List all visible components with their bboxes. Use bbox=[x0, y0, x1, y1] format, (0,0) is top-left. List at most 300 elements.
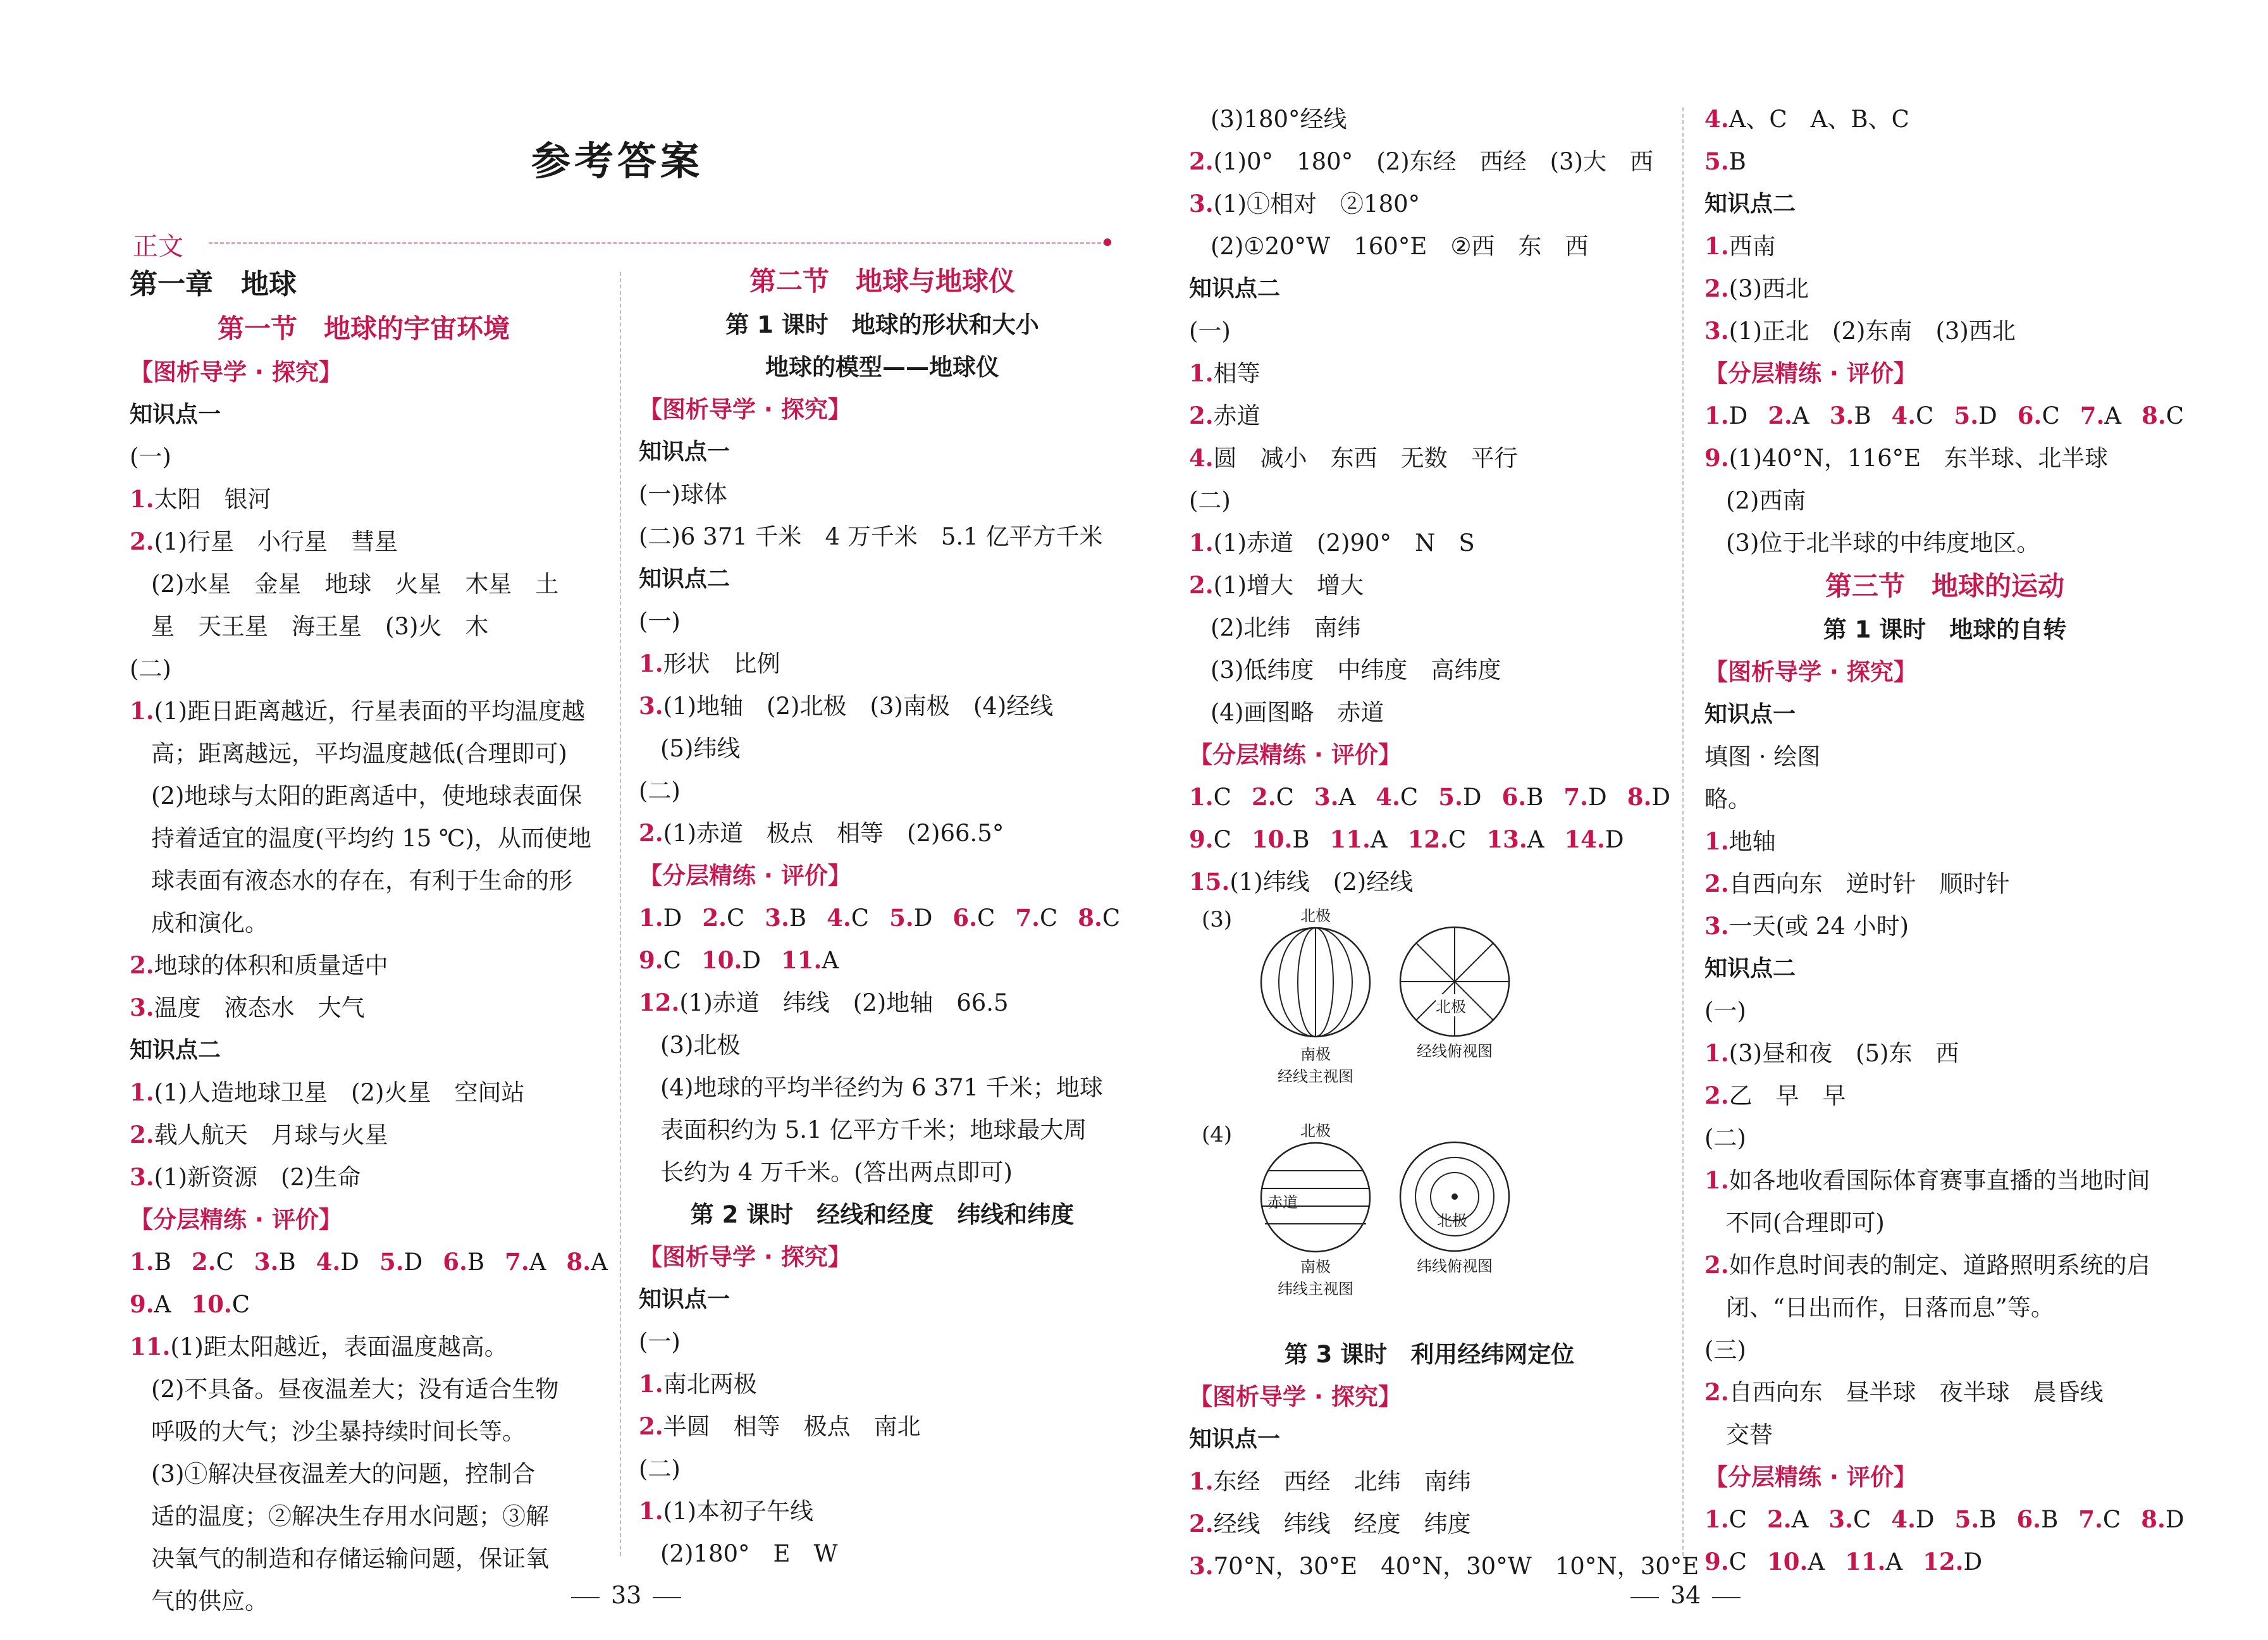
answer-text: (1)本初子午线 bbox=[663, 1498, 814, 1525]
answer-line bbox=[130, 1071, 598, 1114]
answer-text: (2)地球与太阳的距离适中，使地球表面保 bbox=[151, 782, 582, 810]
answer-letter: C bbox=[1039, 904, 1058, 932]
answer-letter: D bbox=[1651, 784, 1671, 811]
answer-letter: C bbox=[2042, 402, 2060, 429]
answer-line bbox=[130, 775, 598, 817]
answer-line bbox=[130, 860, 598, 902]
answer-letter: C bbox=[1400, 784, 1419, 811]
answer-line bbox=[639, 1109, 1126, 1151]
answer-text: 东经 西经 北纬 南纬 bbox=[1213, 1468, 1471, 1495]
answer-text: (2)水星 金星 地球 火星 木星 土 bbox=[151, 570, 559, 598]
answer-letter: C bbox=[977, 904, 995, 932]
question-number: 8. bbox=[566, 1248, 591, 1276]
answer-letter: A bbox=[1792, 402, 1809, 429]
figure-caption-4: 纬线俯视图 bbox=[1417, 1257, 1493, 1275]
answer-letter: C bbox=[1729, 1548, 1747, 1575]
lesson-title: 第 1 课时 地球的自转 bbox=[1823, 616, 2067, 643]
answer-letter: C bbox=[851, 904, 870, 932]
answer-line bbox=[130, 1410, 598, 1453]
answer-line bbox=[1704, 479, 2185, 522]
answer-line bbox=[639, 1405, 1126, 1448]
knowledge-point-heading: 知识点二 bbox=[130, 1037, 221, 1063]
answer-letter: D bbox=[1915, 1506, 1935, 1533]
question-number: 1. bbox=[130, 1248, 154, 1276]
answer-text: (3)西北 bbox=[1729, 275, 1809, 302]
answer-line bbox=[1704, 268, 2185, 310]
answer-text: 乙 早 早 bbox=[1729, 1082, 1846, 1109]
knowledge-point-heading: 知识点一 bbox=[1704, 701, 1796, 727]
answer-letter: C bbox=[2102, 1506, 2121, 1533]
answer-text: (二) bbox=[130, 655, 171, 682]
item-number: 1. bbox=[1189, 529, 1214, 557]
answer-line bbox=[639, 1363, 1126, 1405]
answer-text: 球表面有液态水的存在，有利于生命的形 bbox=[151, 867, 572, 894]
answer-text: 星 天王星 海王星 (3)火 木 bbox=[151, 613, 489, 640]
answer-line bbox=[1189, 225, 1670, 268]
answer-line bbox=[130, 1453, 598, 1495]
answer-text: (2)西南 bbox=[1726, 487, 1806, 514]
item-number: 5. bbox=[1704, 147, 1729, 175]
answer-text: (1)距太阳越近，表面温度越高。 bbox=[170, 1333, 508, 1360]
answer-line bbox=[1189, 437, 1670, 479]
answer-letter: B bbox=[1526, 784, 1544, 811]
answer-text: (一) bbox=[130, 443, 171, 471]
question-number: 5. bbox=[1954, 1505, 1980, 1533]
answer-letter: A bbox=[154, 1291, 171, 1318]
answer-text: (1)①相对 ②180° bbox=[1213, 190, 1421, 218]
section-banner: 【分层精练 · 评价】 bbox=[130, 1206, 342, 1233]
answer-text: (一) bbox=[639, 608, 681, 635]
center-pole-label-2: 北极 bbox=[1437, 1212, 1467, 1230]
question-number: 3. bbox=[1314, 783, 1339, 811]
divider-dot bbox=[1104, 238, 1111, 246]
question-number: 4. bbox=[1376, 783, 1400, 811]
answer-text: 形状 比例 bbox=[663, 650, 780, 677]
answer-line bbox=[130, 1368, 598, 1410]
answer-line bbox=[1704, 1159, 2185, 1202]
answer-letter: A bbox=[1885, 1548, 1903, 1575]
item-number: 1. bbox=[1704, 232, 1729, 260]
question-number: 7. bbox=[2078, 1505, 2103, 1533]
answer-text: 自西向东 昼半球 夜半球 晨昏线 bbox=[1729, 1379, 2104, 1406]
answer-line bbox=[639, 685, 1126, 727]
question-number: 3. bbox=[1829, 402, 1854, 429]
column-3-bottom bbox=[1189, 1333, 1699, 1588]
answer-letter: B bbox=[278, 1248, 296, 1276]
answer-line bbox=[1704, 1244, 2185, 1286]
answer-line bbox=[130, 605, 598, 648]
question-number: 9. bbox=[1189, 825, 1214, 853]
answer-text: 适的温度；②解决生存用水问题；③解 bbox=[151, 1503, 549, 1530]
answer-line bbox=[130, 817, 598, 860]
answer-line bbox=[130, 902, 598, 944]
answer-text: 相等 bbox=[1213, 360, 1260, 387]
answer-line bbox=[639, 515, 1126, 558]
column-4 bbox=[1704, 98, 2185, 1583]
lesson-title: 第 1 课时 地球的形状和大小 bbox=[725, 311, 1039, 338]
answer-text: (3)位于北半球的中纬度地区。 bbox=[1726, 529, 2040, 557]
answer-line bbox=[1704, 1286, 2185, 1329]
page-number-left bbox=[560, 1581, 693, 1609]
item-number: 1. bbox=[1189, 1467, 1214, 1495]
item-number: 9. bbox=[1704, 444, 1729, 472]
answer-letter: C bbox=[1102, 904, 1121, 932]
answer-letter: D bbox=[1978, 402, 1997, 429]
question-number: 6. bbox=[952, 904, 978, 932]
answer-letter: C bbox=[1213, 784, 1231, 811]
question-number: 1. bbox=[1704, 402, 1729, 429]
section-banner: 【图析导学 · 探究】 bbox=[130, 359, 342, 386]
north-pole-label-2: 北极 bbox=[1300, 1122, 1331, 1140]
knowledge-point-heading: 知识点一 bbox=[639, 439, 730, 465]
knowledge-point-heading: 知识点一 bbox=[130, 402, 221, 428]
item-number: 1. bbox=[1704, 1166, 1729, 1194]
item-number: 2. bbox=[1704, 1082, 1729, 1109]
answer-text: 持着适宜的温度(平均约 15 ℃)，从而使地 bbox=[151, 825, 591, 852]
answer-text: (三) bbox=[1704, 1336, 1746, 1364]
answer-text: 略。 bbox=[1704, 786, 1751, 813]
answer-line bbox=[1704, 990, 2185, 1032]
answer-line bbox=[130, 1538, 598, 1580]
question-number: 9. bbox=[639, 946, 663, 974]
answer-letter: B bbox=[1854, 402, 1871, 429]
lesson-title: 第 2 课时 经线和经度 纬线和纬度 bbox=[690, 1201, 1075, 1228]
answer-text: 闭、“日出而作，日落而息”等。 bbox=[1726, 1294, 2054, 1321]
answer-line bbox=[1704, 905, 2185, 947]
answer-text: (2)180° E W bbox=[660, 1540, 838, 1567]
answer-line bbox=[1704, 98, 2185, 140]
answer-line bbox=[639, 1151, 1126, 1193]
item-number: 1. bbox=[1704, 1039, 1729, 1067]
question-number: 11. bbox=[1845, 1548, 1886, 1575]
question-number: 1. bbox=[1704, 1505, 1729, 1533]
answer-line bbox=[130, 478, 598, 521]
answer-line bbox=[130, 1326, 598, 1368]
knowledge-point-heading: 知识点二 bbox=[639, 566, 730, 592]
column-3-top bbox=[1189, 98, 1670, 903]
answer-text: 地球的体积和质量适中 bbox=[154, 952, 388, 979]
item-number: 2. bbox=[639, 1412, 663, 1440]
answer-line bbox=[1189, 861, 1670, 903]
answer-text: (一) bbox=[1704, 997, 1746, 1025]
answer-letter: D bbox=[913, 904, 933, 932]
figure-caption-2: 经线俯视图 bbox=[1417, 1042, 1493, 1060]
answer-line bbox=[1189, 1545, 1699, 1588]
answer-line bbox=[130, 944, 598, 987]
answer-letter: A bbox=[591, 1248, 608, 1276]
answer-text: (4)地球的平均半径约为 6 371 千米；地球 bbox=[660, 1074, 1103, 1101]
answer-text: 圆 减小 东西 无数 平行 bbox=[1213, 445, 1518, 472]
answer-line bbox=[639, 1066, 1126, 1109]
answer-letter: C bbox=[1276, 784, 1294, 811]
answer-line bbox=[1189, 310, 1670, 352]
answer-letter: D bbox=[404, 1248, 423, 1276]
answer-line bbox=[1704, 736, 2185, 778]
answer-text: (一)球体 bbox=[639, 481, 727, 508]
question-number: 8. bbox=[2142, 402, 2166, 429]
answer-line bbox=[1189, 1460, 1670, 1503]
answer-letter: B bbox=[154, 1248, 171, 1276]
column-divider-right bbox=[1682, 108, 1684, 1556]
answer-line bbox=[1189, 140, 1670, 183]
page-title: 参考答案 bbox=[531, 138, 704, 184]
answer-text: (二) bbox=[1704, 1125, 1746, 1152]
answer-text: (二) bbox=[639, 777, 681, 805]
answer-line bbox=[639, 1532, 1126, 1575]
item-number: 3. bbox=[130, 994, 154, 1021]
answer-text: (二) bbox=[639, 1455, 681, 1483]
answer-text: 赤道 bbox=[1213, 402, 1260, 429]
answer-text: 南北两极 bbox=[663, 1371, 757, 1398]
question-number: 4. bbox=[1891, 402, 1916, 429]
answer-line bbox=[639, 1448, 1126, 1490]
answer-text: (1)纬线 (2)经线 bbox=[1230, 868, 1414, 896]
answer-text: (3)北极 bbox=[660, 1032, 741, 1059]
south-pole-label: 南极 bbox=[1300, 1045, 1331, 1063]
answer-line bbox=[1189, 479, 1670, 522]
question-number: 4. bbox=[827, 904, 851, 932]
question-number: 10. bbox=[191, 1290, 232, 1318]
answer-text: (3)①解决昼夜温差大的问题，控制合 bbox=[151, 1460, 536, 1488]
figure-label-4: (4) bbox=[1202, 1122, 1233, 1147]
answer-text: 半圆 相等 极点 南北 bbox=[663, 1413, 921, 1440]
figure-caption-1: 经线主视图 bbox=[1278, 1068, 1353, 1085]
answer-line bbox=[1704, 1117, 2185, 1159]
item-number: 2. bbox=[639, 819, 663, 847]
meridian-top-view bbox=[1398, 925, 1512, 1039]
item-number: 3. bbox=[130, 1163, 154, 1191]
item-number: 1. bbox=[130, 1078, 154, 1106]
answer-text: (1)人造地球卫星 (2)火星 空间站 bbox=[154, 1079, 525, 1106]
answer-line bbox=[639, 770, 1126, 812]
question-number: 2. bbox=[1251, 783, 1276, 811]
question-number: 8. bbox=[1627, 783, 1652, 811]
answer-text: 高；距离越远，平均温度越低(合理即可) bbox=[151, 740, 567, 767]
question-number: 10. bbox=[701, 946, 743, 974]
answer-text: (1)赤道 极点 相等 (2)66.5° bbox=[663, 820, 1004, 847]
section-banner: 【分层精练 · 评价】 bbox=[639, 862, 851, 889]
answer-letter: C bbox=[1448, 826, 1467, 853]
answer-text: 太阳 银河 bbox=[154, 486, 271, 513]
question-number: 2. bbox=[1768, 402, 1792, 429]
answer-text: A、C A、B、C bbox=[1729, 106, 1909, 133]
item-number: 1. bbox=[639, 1497, 663, 1525]
answer-line bbox=[1704, 310, 2185, 352]
answer-text: (1)距日距离越近，行星表面的平均温度越 bbox=[154, 698, 586, 725]
answer-row bbox=[639, 897, 1126, 939]
item-number: 15. bbox=[1189, 868, 1230, 896]
answer-row bbox=[639, 939, 1126, 982]
section-banner: 【图析导学 · 探究】 bbox=[1704, 658, 1917, 686]
answer-line bbox=[639, 812, 1126, 854]
answer-line bbox=[130, 1495, 598, 1538]
answer-text: (1)赤道 (2)90° N S bbox=[1213, 529, 1475, 557]
answer-row bbox=[1704, 395, 2185, 437]
answer-letter: D bbox=[663, 904, 682, 932]
answer-letter: C bbox=[1852, 1506, 1871, 1533]
answer-text: B bbox=[1729, 148, 1746, 175]
answer-text: (2)北纬 南纬 bbox=[1211, 614, 1361, 641]
answer-text: 西南 bbox=[1729, 233, 1776, 260]
answer-text: (1)0° 180° (2)东经 西经 (3)大 西 bbox=[1213, 148, 1654, 175]
item-number: 4. bbox=[1704, 105, 1729, 133]
page-number-right bbox=[1619, 1581, 1752, 1609]
answer-text: (1)地轴 (2)北极 (3)南极 (4)经线 bbox=[663, 693, 1054, 720]
answer-line bbox=[639, 643, 1126, 685]
center-pole-label: 北极 bbox=[1436, 994, 1466, 1016]
column-3 bbox=[1189, 98, 1699, 1588]
answer-letter: C bbox=[663, 947, 681, 974]
knowledge-point-heading: 知识点一 bbox=[639, 1286, 730, 1312]
column-1 bbox=[130, 262, 608, 1622]
answer-line bbox=[1189, 1503, 1670, 1545]
answer-line bbox=[130, 1114, 598, 1156]
answer-letter: A bbox=[529, 1248, 546, 1276]
item-number: 2. bbox=[1189, 571, 1214, 599]
answer-text: (一) bbox=[639, 1328, 681, 1355]
answer-text: 载人航天 月球与火星 bbox=[154, 1121, 388, 1149]
answer-text: (1)增大 增大 bbox=[1213, 572, 1364, 599]
answer-text: 呼吸的大气；沙尘暴持续时间长等。 bbox=[151, 1418, 526, 1445]
answer-line bbox=[130, 563, 598, 605]
answer-line bbox=[130, 690, 598, 732]
answer-row bbox=[1189, 776, 1670, 818]
question-number: 7. bbox=[2080, 402, 2105, 429]
answer-line bbox=[1704, 1329, 2185, 1371]
answer-letter: C bbox=[1213, 826, 1231, 853]
page-number-right-text: 34 bbox=[1670, 1581, 1701, 1609]
latitude-figures bbox=[1189, 1118, 1670, 1333]
longitude-figures bbox=[1189, 903, 1670, 1118]
question-number: 3. bbox=[765, 904, 789, 932]
answer-line bbox=[1704, 1075, 2185, 1117]
answer-letter: D bbox=[1588, 784, 1607, 811]
answer-text: 决氧气的制造和存储运输问题，保证氧 bbox=[151, 1545, 549, 1572]
answer-line bbox=[1704, 140, 2185, 183]
section-banner: 【图析导学 · 探究】 bbox=[639, 396, 851, 423]
question-number: 7. bbox=[505, 1248, 529, 1276]
answer-text: (1)新资源 (2)生命 bbox=[154, 1164, 361, 1191]
answer-line bbox=[639, 600, 1126, 643]
item-number: 1. bbox=[639, 1370, 663, 1398]
answer-line bbox=[1704, 522, 2185, 564]
answer-letter: B bbox=[2041, 1506, 2059, 1533]
answer-line bbox=[1189, 691, 1670, 734]
question-number: 8. bbox=[2141, 1505, 2166, 1533]
answer-line bbox=[639, 727, 1126, 770]
question-number: 4. bbox=[316, 1248, 341, 1276]
question-number: 5. bbox=[379, 1248, 404, 1276]
answer-line bbox=[1189, 395, 1670, 437]
answer-line bbox=[130, 436, 598, 478]
answer-row bbox=[1704, 1541, 2185, 1583]
answer-letter: A bbox=[1338, 784, 1356, 811]
answer-text: 70°N，30°E 40°N，30°W 10°N，30°E bbox=[1213, 1553, 1699, 1580]
answer-text: (3)昼和夜 (5)东 西 bbox=[1729, 1040, 1959, 1067]
section-banner: 【分层精练 · 评价】 bbox=[1704, 1464, 1917, 1491]
answer-letter: C bbox=[726, 904, 745, 932]
answer-row bbox=[130, 1283, 598, 1326]
answer-line bbox=[130, 987, 598, 1029]
item-number: 2. bbox=[1189, 1510, 1214, 1538]
answer-line bbox=[1704, 1371, 2185, 1414]
section-divider bbox=[209, 242, 1107, 244]
question-number: 6. bbox=[443, 1248, 467, 1276]
answer-letter: A bbox=[822, 947, 839, 974]
question-number: 11. bbox=[1329, 825, 1371, 853]
item-number: 2. bbox=[1189, 147, 1214, 175]
question-number: 5. bbox=[1438, 783, 1463, 811]
item-number: 12. bbox=[639, 989, 680, 1016]
answer-line bbox=[130, 521, 598, 563]
answer-line bbox=[1704, 1032, 2185, 1075]
question-number: 6. bbox=[2016, 1505, 2042, 1533]
answer-text: (1)40°N，116°E 东半球、北半球 bbox=[1729, 445, 2109, 472]
answer-line bbox=[1189, 522, 1670, 564]
column-2 bbox=[639, 259, 1126, 1575]
knowledge-point-heading: 知识点二 bbox=[1704, 956, 1796, 982]
answer-line bbox=[1704, 225, 2185, 268]
answer-line bbox=[1704, 778, 2185, 820]
answer-line bbox=[130, 732, 598, 775]
equator-label: 赤道 bbox=[1267, 1193, 1298, 1211]
answer-line bbox=[1704, 437, 2185, 479]
answer-text: (二) bbox=[1189, 487, 1231, 514]
answer-text: 地轴 bbox=[1729, 828, 1776, 855]
answer-text: 自西向东 逆时针 顺时针 bbox=[1729, 870, 2010, 897]
answer-letter: A bbox=[1791, 1506, 1809, 1533]
answer-letter: D bbox=[742, 947, 761, 974]
question-number: 3. bbox=[254, 1248, 279, 1276]
item-number: 11. bbox=[130, 1333, 171, 1360]
question-number: 10. bbox=[1251, 825, 1293, 853]
section-title: 第一节 地球的宇宙环境 bbox=[217, 313, 510, 344]
question-number: 4. bbox=[1891, 1505, 1916, 1533]
answer-letter: D bbox=[2165, 1506, 2185, 1533]
question-number: 2. bbox=[1766, 1505, 1792, 1533]
item-number: 1. bbox=[639, 650, 663, 677]
question-number: 12. bbox=[1923, 1548, 1964, 1575]
question-number: 6. bbox=[1501, 783, 1527, 811]
item-number: 3. bbox=[1189, 190, 1214, 218]
question-number: 8. bbox=[1078, 904, 1102, 932]
question-number: 5. bbox=[889, 904, 914, 932]
answer-letter: B bbox=[467, 1248, 485, 1276]
question-number: 14. bbox=[1564, 825, 1605, 853]
answer-line bbox=[1704, 1414, 2185, 1456]
answer-letter: B bbox=[789, 904, 807, 932]
item-number: 2. bbox=[1704, 274, 1729, 302]
answer-letter: C bbox=[2166, 402, 2185, 429]
answer-line bbox=[639, 473, 1126, 515]
answer-text: (一) bbox=[1189, 318, 1231, 345]
answer-line bbox=[130, 1580, 598, 1622]
answer-text: (1)正北 (2)东南 (3)西北 bbox=[1729, 318, 2016, 345]
answer-text: (3)低纬度 中纬度 高纬度 bbox=[1211, 657, 1501, 684]
answer-letter: A bbox=[1808, 1548, 1825, 1575]
item-number: 3. bbox=[1704, 317, 1729, 345]
answer-letter: C bbox=[1916, 402, 1934, 429]
answer-letter: D bbox=[1462, 784, 1482, 811]
answer-text: (3)180°经线 bbox=[1211, 106, 1347, 133]
answer-line bbox=[1704, 1202, 2185, 1244]
answer-letter: A bbox=[2104, 402, 2122, 429]
question-number: 7. bbox=[1015, 904, 1040, 932]
item-number: 2. bbox=[130, 951, 154, 979]
item-number: 2. bbox=[130, 527, 154, 555]
answer-letter: C bbox=[1729, 1506, 1747, 1533]
question-number: 10. bbox=[1766, 1548, 1808, 1575]
